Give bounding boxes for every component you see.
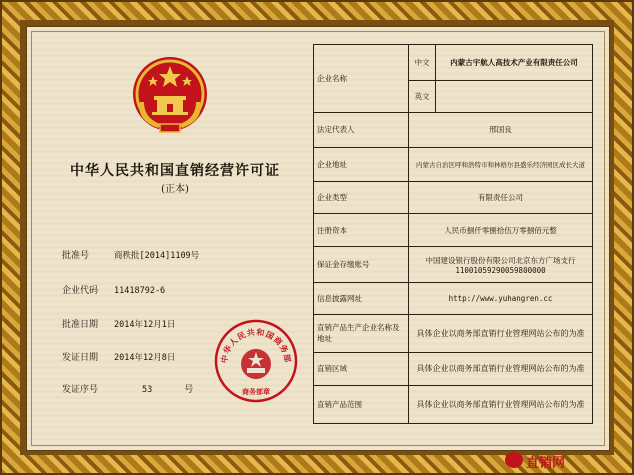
company-code-value: 11418792-6 xyxy=(114,286,166,296)
deposit-account-number: 11001059290059800000 xyxy=(455,265,546,275)
table-row xyxy=(314,352,593,385)
producer-value: 具体企业以商务部直销行业管理网站公布的为准 xyxy=(409,314,593,352)
table-row xyxy=(314,214,593,246)
table-row xyxy=(314,283,593,314)
seal-bottom-text: 商务部章 xyxy=(242,387,270,396)
row-label: 直销产品生产企业名称及地址 xyxy=(314,314,409,352)
deposit-account-value xyxy=(409,246,593,283)
company-address-value: 内蒙古自治区呼和浩特市和林格尔县盛乐经济园区成长大道 xyxy=(409,147,593,182)
row-label: 注册资本 xyxy=(314,214,409,246)
serial-number-row xyxy=(62,382,193,395)
table-row xyxy=(314,182,593,214)
serial-number-value: 53 xyxy=(142,385,153,395)
certificate-subtitle: (正本) xyxy=(161,184,189,195)
row-label: 企业地址 xyxy=(314,147,409,182)
disclosure-url-value: http://www.yuhangren.cc xyxy=(409,283,593,314)
company-name-label: 企业名称 xyxy=(314,45,409,113)
ministry-seal-icon xyxy=(213,318,299,404)
chinese-label: 中文 xyxy=(409,45,436,81)
table-row xyxy=(314,386,593,424)
deposit-bank: 中国建设银行股份有限公司北京东方广场支行 xyxy=(425,255,576,265)
field-label: 发证序号 xyxy=(62,385,99,395)
product-scope-value: 具体企业以商务部直销行业管理网站公布的为准 xyxy=(409,386,593,424)
approval-number-row xyxy=(62,248,199,261)
watermark-text: 直销网 xyxy=(526,456,566,471)
national-emblem-icon xyxy=(130,54,210,136)
company-type-value: 有限责任公司 xyxy=(409,182,593,214)
approval-date-row xyxy=(62,317,175,330)
license-info-table xyxy=(313,44,593,424)
field-label: 批准日期 xyxy=(62,320,99,330)
field-label: 企业代码 xyxy=(62,286,99,296)
legal-representative-value: 邢国良 xyxy=(409,112,593,147)
company-name-zh: 内蒙古宇航人高技术产业有限责任公司 xyxy=(436,45,593,81)
certificate-title: 中华人民共和国直销经营许可证 xyxy=(70,163,280,179)
field-label: 批准号 xyxy=(62,251,90,261)
field-label: 发证日期 xyxy=(62,353,99,363)
row-label: 直销产品范围 xyxy=(314,386,409,424)
approval-number-value: 商秩批[2014]1109号 xyxy=(114,251,200,261)
table-row xyxy=(314,45,593,81)
table-row xyxy=(314,112,593,147)
sales-region-value: 具体企业以商务部直销行业管理网站公布的为准 xyxy=(409,352,593,385)
english-label: 英文 xyxy=(409,80,436,112)
company-code-row xyxy=(62,283,165,296)
row-label: 保证金存缴账号 xyxy=(314,246,409,283)
table-row xyxy=(314,147,593,182)
issue-date-value: 2014年12月8日 xyxy=(114,353,176,363)
watermark-logo-icon xyxy=(505,452,523,468)
table-row xyxy=(314,246,593,283)
row-label: 法定代表人 xyxy=(314,112,409,147)
table-row xyxy=(314,314,593,352)
approval-date-value: 2014年12月1日 xyxy=(114,320,176,330)
registered-capital-value: 人民币捌仟零捌拾伍万零捌佰元整 xyxy=(409,214,593,246)
issue-date-row xyxy=(62,350,175,363)
row-label: 企业类型 xyxy=(314,182,409,214)
company-name-en xyxy=(436,80,593,112)
seal-text: 中华人民共和国商务部 xyxy=(218,326,294,364)
serial-number-suffix: 号 xyxy=(184,385,194,395)
row-label: 信息披露网址 xyxy=(314,283,409,314)
row-label: 直销区域 xyxy=(314,352,409,385)
